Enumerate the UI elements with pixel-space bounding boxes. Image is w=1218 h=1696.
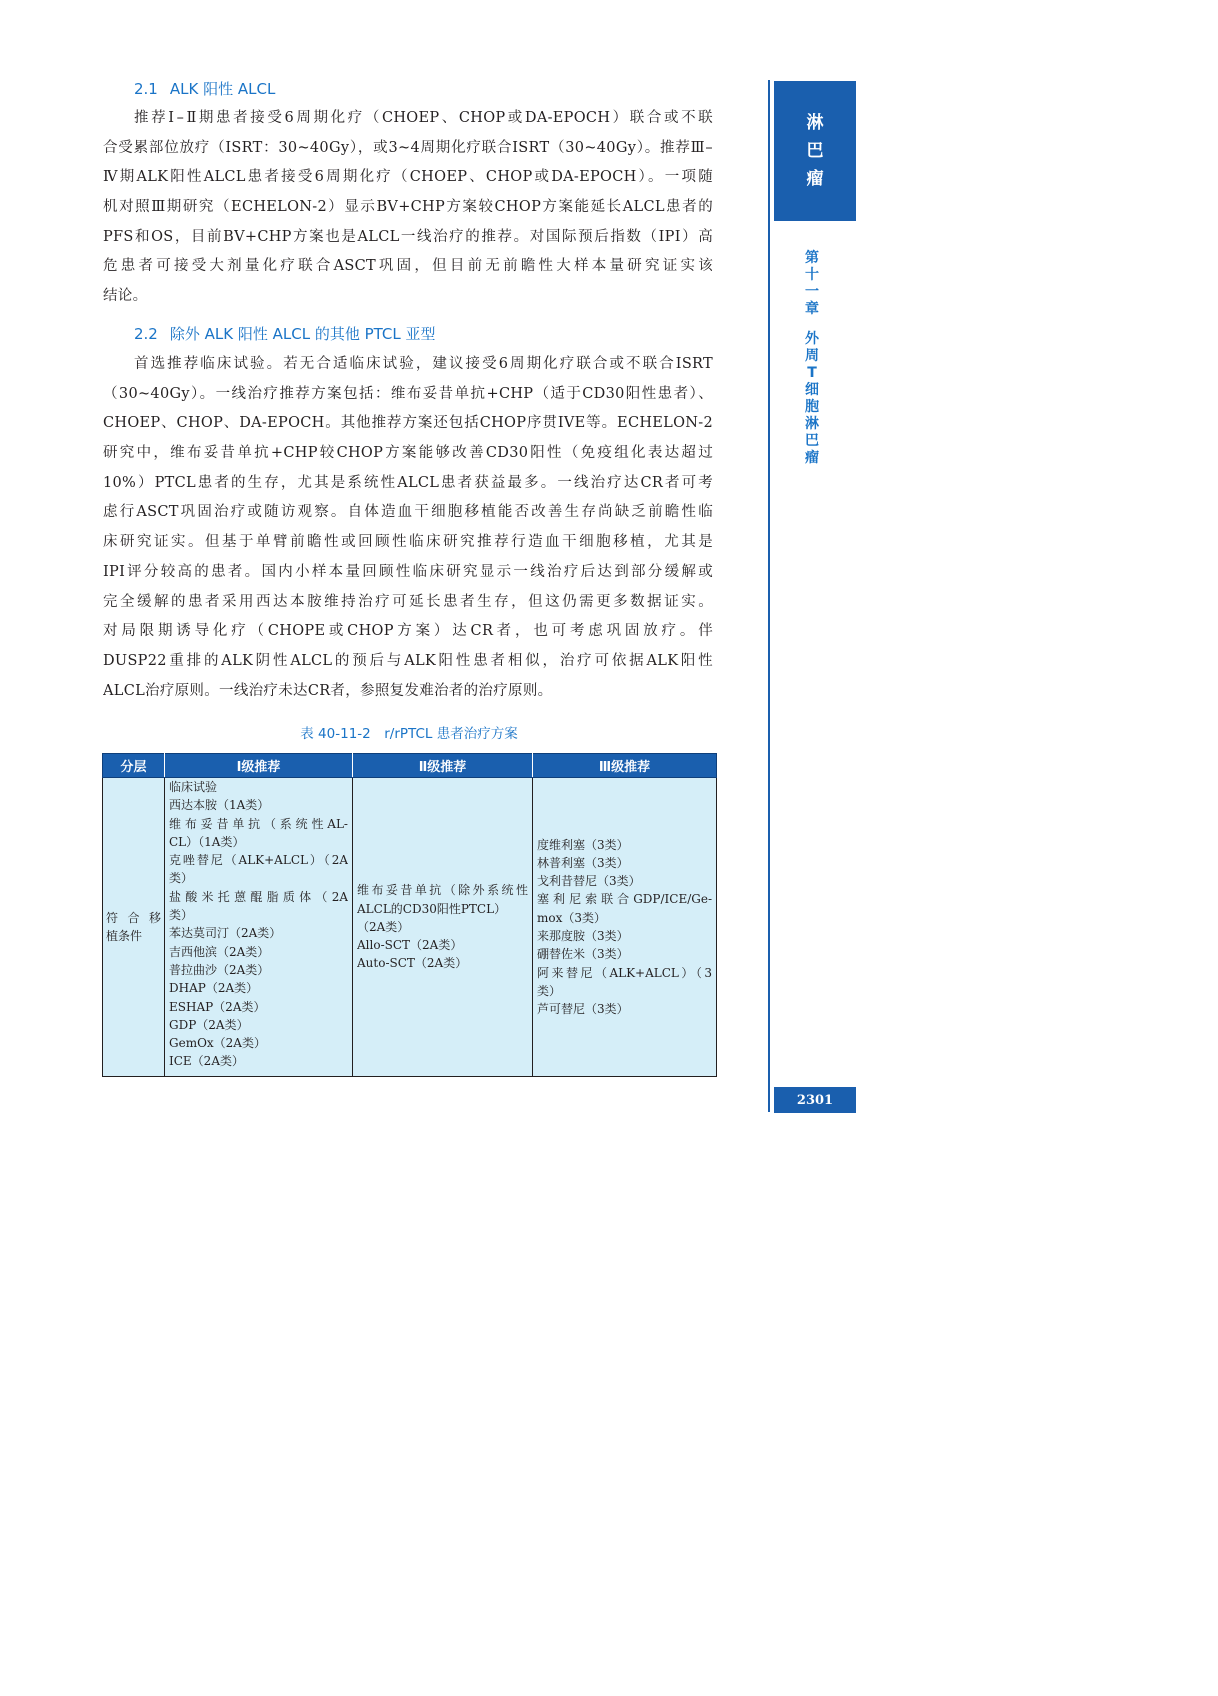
text-line: PFS和OS，目前BV+CHP方案也是ALCL一线治疗的推荐。对国际预后指数（IPI）高	[103, 228, 713, 245]
text-line: Ⅳ期ALK阳性ALCL患者接受6周期化疗（CHOEP、CHOP或DA-EPOCH）。一项随	[103, 169, 713, 186]
chapter-title-char: 巴	[805, 433, 819, 449]
text-line: 研究中，维布妥昔单抗+CHP较CHOP方案能够改善CD30阳性（免疫组化表达超过	[103, 445, 713, 462]
section-title: 除外 ALK 阳性 ALCL 的其他 PTCL 亚型	[169, 325, 436, 343]
paragraph-other-ptcl	[103, 350, 713, 706]
table-header-row	[103, 754, 717, 778]
treatment-table	[102, 753, 717, 1077]
cell-line: 苯达莫司汀（2A类）	[169, 926, 282, 941]
cell-line: Auto-SCT（2A类）	[357, 956, 468, 971]
text-line: 首选推荐临床试验。若无合适临床试验，建议接受6周期化疗联合或不联合ISRT	[134, 356, 713, 372]
cell-line: ALCL的CD30阳性PTCL）	[357, 901, 507, 916]
spacer	[802, 318, 822, 331]
category-tab	[774, 81, 856, 221]
stratum-cell	[103, 778, 165, 1077]
cell-line: （2A类）	[357, 919, 410, 934]
cell-line: 类）	[169, 871, 194, 886]
table-caption: 表 40-11-2 r/rPTCL 患者治疗方案	[300, 726, 518, 742]
cell-line: 阿来替尼（ALK+ALCL）（3	[537, 965, 712, 980]
text-line: 机对照Ⅲ期研究（ECHELON-2）显示BV+CHP方案较CHOP方案能延长ALCL患者的	[103, 199, 713, 216]
cell-line: 盐酸米托蒽醌脂质体（2A	[169, 889, 348, 904]
cell-line: 植条件	[106, 929, 143, 943]
cell-line: 戈利昔替尼（3类）	[537, 874, 641, 889]
cell-line: 类）	[169, 908, 194, 923]
header-stratum: 分层	[103, 754, 165, 778]
cell-line: 林普利塞（3类）	[537, 855, 629, 870]
sidebar-divider	[768, 80, 770, 1112]
text-line: 完全缓解的患者采用西达本胺维持治疗可延长患者生存，但这仍需更多数据证实。	[103, 593, 713, 610]
page-number: 2301	[774, 1087, 856, 1113]
section-heading-2-1	[134, 79, 275, 99]
chapter-title-char: 周	[805, 348, 819, 364]
section-heading-2-2	[134, 324, 436, 344]
text-line: 合受累部位放疗（ISRT：30~40Gy），或3~4周期化疗联合ISRT（30~40Gy）。推荐Ⅲ–	[103, 139, 713, 156]
section-number: 2.1	[134, 80, 158, 98]
cell-line: 维布妥昔单抗（除外系统性	[357, 883, 528, 898]
category-char: 淋	[806, 113, 824, 133]
chapter-title-char: 瘤	[805, 450, 819, 466]
category-char: 瘤	[806, 169, 824, 189]
cell-line: GDP（2A类）	[169, 1017, 249, 1032]
cell-line: DHAP（2A类）	[169, 981, 259, 996]
table-row	[103, 778, 717, 1077]
cell-line: 普拉曲沙（2A类）	[169, 962, 270, 977]
chapter-char: 十	[805, 267, 819, 283]
chapter-title-char: 淋	[805, 416, 819, 432]
header-grade-3: Ⅲ级推荐	[533, 754, 717, 778]
chapter-title-char: 外	[805, 331, 819, 347]
text-line: 虑行ASCT巩固治疗或随访观察。自体造血干细胞移植能否改善生存尚缺乏前瞻性临	[103, 504, 713, 521]
cell-line: 吉西他滨（2A类）	[169, 944, 270, 959]
cell-line: GemOx（2A类）	[169, 1036, 266, 1051]
text-line: 推荐Ⅰ–Ⅱ期患者接受6周期化疗（CHOEP、CHOP或DA-EPOCH）联合或不联	[134, 110, 713, 126]
text-line: DUSP22重排的ALK阴性ALCL的预后与ALK阳性患者相似，治疗可依据ALK阳性	[103, 652, 713, 669]
text-line: IPI评分较高的患者。国内小样本量回顾性临床研究显示一线治疗后达到部分缓解或	[103, 563, 713, 580]
section-title: ALK 阳性 ALCL	[169, 80, 276, 98]
chapter-char: 一	[805, 284, 819, 300]
chapter-title-char: T	[807, 365, 817, 381]
text-line: 危患者可接受大剂量化疗联合ASCT巩固，但目前无前瞻性大样本量研究证实该	[103, 258, 713, 275]
text-line: （30~40Gy）。一线治疗推荐方案包括：维布妥昔单抗+CHP（适于CD30阳性患者）、	[103, 385, 713, 402]
cell-line: 维布妥昔单抗（系统性AL-	[169, 816, 348, 831]
chapter-running-title	[802, 250, 822, 467]
category-char: 巴	[806, 141, 824, 161]
text-line: ALCL治疗原则。一线治疗未达CR者，参照复发难治者的治疗原则。	[103, 682, 553, 699]
cell-line: 来那度胺（3类）	[537, 929, 629, 943]
grade-2-cell	[353, 778, 533, 1077]
grade-1-cell	[165, 778, 353, 1077]
text-line: CHOEP、CHOP、DA-EPOCH。其他推荐方案还包括CHOP序贯IVE等。ECHELON-2	[103, 415, 713, 432]
chapter-title-char: 胞	[805, 399, 819, 415]
text-line: 床研究证实。但基于单臂前瞻性或回顾性临床研究推荐行造血干细胞移植，尤其是	[103, 534, 713, 551]
cell-line: ESHAP（2A类）	[169, 999, 266, 1014]
cell-line: 芦可替尼（3类）	[537, 1002, 629, 1017]
cell-line: 符合移	[106, 910, 161, 925]
paragraph-alk-positive	[103, 104, 713, 312]
cell-line: CL）（1A类）	[169, 834, 245, 849]
cell-line: 硼替佐米（3类）	[537, 947, 629, 962]
cell-line: mox（3类）	[537, 910, 607, 925]
cell-line: 度维利塞（3类）	[537, 837, 629, 852]
text-line: 10%）PTCL患者的生存，尤其是系统性ALCL患者获益最多。一线治疗达CR者可考	[103, 474, 713, 491]
cell-line: 塞利尼索联合GDP/ICE/Ge-	[537, 892, 712, 907]
cell-line: Allo-SCT（2A类）	[357, 938, 463, 953]
header-grade-1: Ⅰ级推荐	[165, 754, 353, 778]
text-line: 结论。	[103, 288, 148, 305]
cell-line: 克唑替尼（ALK+ALCL）（2A	[169, 853, 348, 868]
chapter-char: 章	[805, 301, 819, 317]
cell-line: ICE（2A类）	[169, 1054, 244, 1069]
header-grade-2: Ⅱ级推荐	[353, 754, 533, 778]
cell-line: 类）	[537, 983, 562, 998]
cell-line: 西达本胺（1A类）	[169, 798, 270, 813]
cell-line: 临床试验	[169, 780, 218, 794]
chapter-char: 第	[805, 250, 819, 266]
chapter-title-char: 细	[805, 382, 819, 398]
text-line: 对局限期诱导化疗（CHOPE或CHOP方案）达CR者，也可考虑巩固放疗。伴	[103, 623, 713, 640]
grade-3-cell	[533, 778, 717, 1077]
section-number: 2.2	[134, 325, 158, 343]
